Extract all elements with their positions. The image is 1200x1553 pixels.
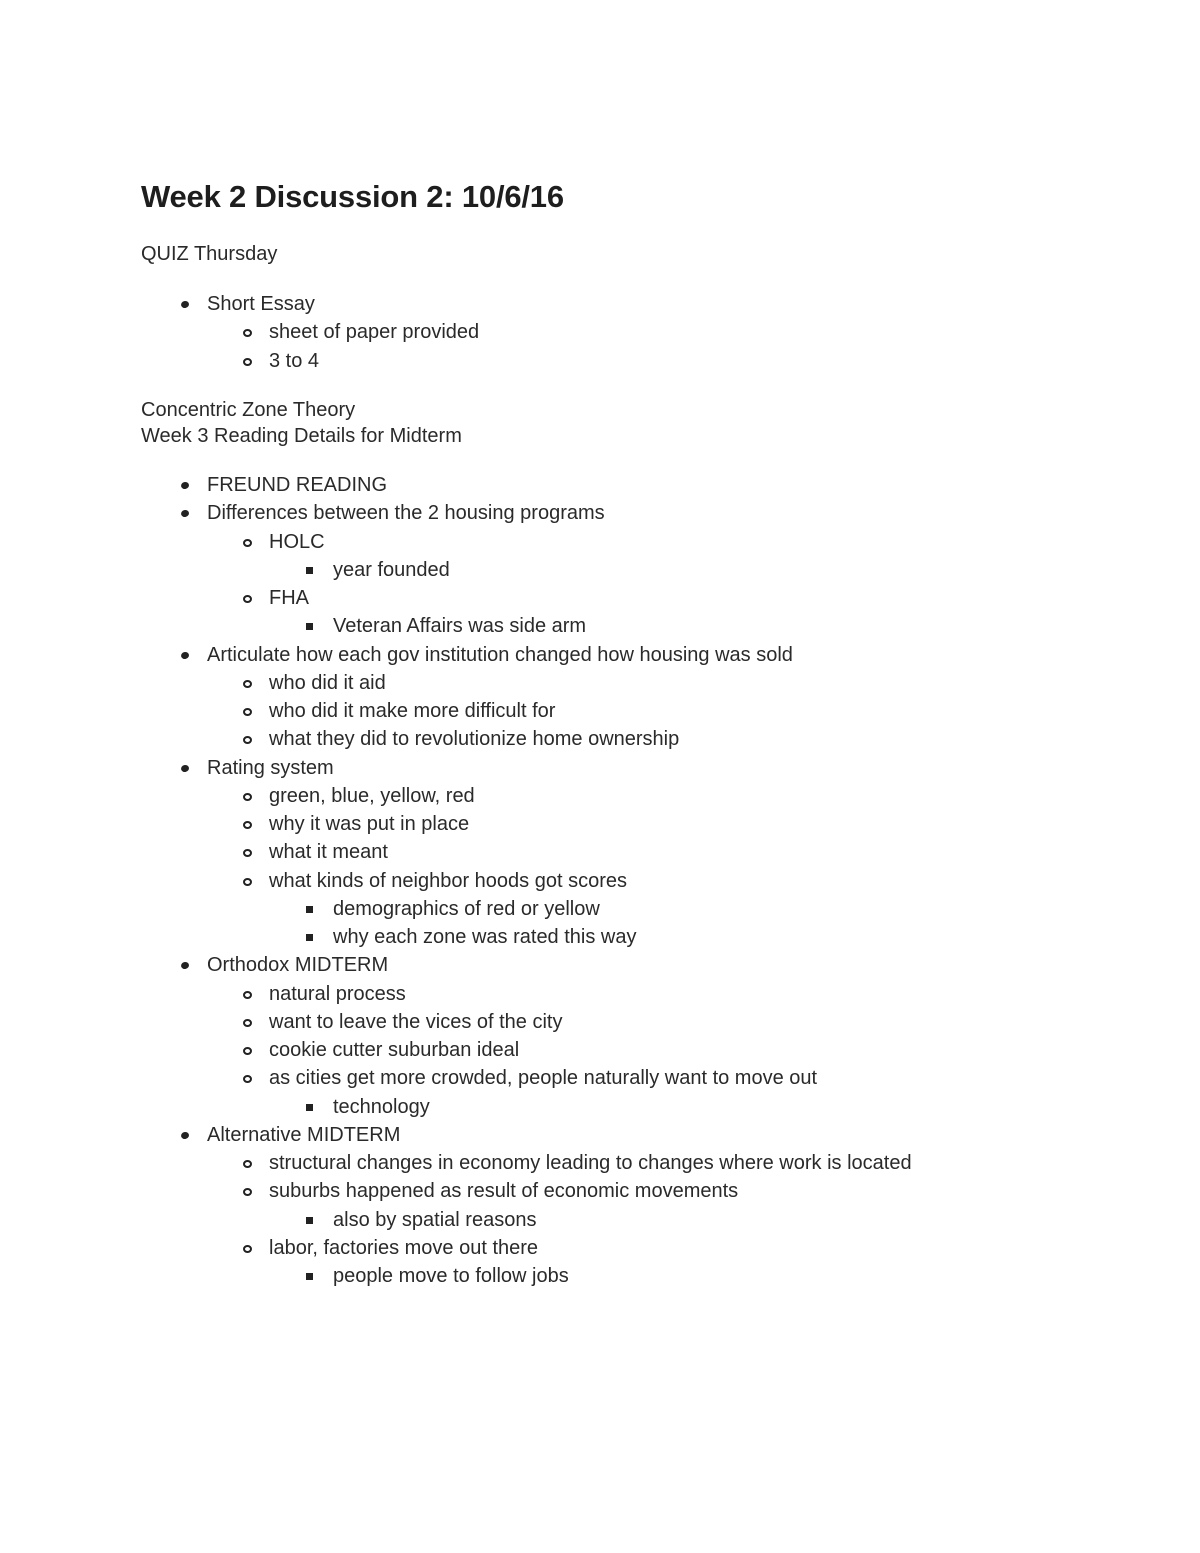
- list-item-text: natural process: [269, 982, 406, 1005]
- list-item-text: why each zone was rated this way: [333, 926, 637, 948]
- list-item-text: labor, factories move out there: [269, 1236, 539, 1259]
- hollow-circle-bullet-icon: [243, 793, 252, 801]
- list-item-text: HOLC: [269, 530, 325, 553]
- filled-circle-bullet-icon: [180, 481, 190, 490]
- list-item-text: Articulate how each gov institution changed how housing was sold: [207, 643, 793, 666]
- square-bullet-icon: [306, 906, 313, 913]
- square-bullet-icon: [306, 1217, 313, 1224]
- square-bullet-icon: [306, 934, 313, 941]
- hollow-circle-bullet-icon: [243, 1075, 252, 1083]
- hollow-circle-bullet-icon: [243, 991, 252, 999]
- list-item-text: technology: [333, 1095, 430, 1118]
- hollow-circle-bullet-icon: [243, 358, 252, 366]
- list-item-text: cookie cutter suburban ideal: [269, 1039, 520, 1061]
- filled-circle-bullet-icon: [180, 651, 190, 660]
- hollow-circle-bullet-icon: [243, 1188, 252, 1196]
- filled-circle-bullet-icon: [180, 961, 190, 970]
- list-item-text: as cities get more crowded, people naturally want to move out: [269, 1067, 818, 1090]
- list-item-text: FHA: [269, 587, 309, 609]
- hollow-circle-bullet-icon: [243, 821, 252, 829]
- hollow-circle-bullet-icon: [243, 680, 252, 688]
- list-item-text: why it was put in place: [269, 813, 470, 835]
- list-item-text: who did it make more difficult for: [269, 700, 556, 722]
- list-item-text: FREUND READING: [207, 474, 388, 496]
- list-item-text: 3 to 4: [269, 349, 320, 372]
- list-item-text: also by spatial reasons: [333, 1208, 537, 1231]
- hollow-circle-bullet-icon: [243, 736, 252, 744]
- list-item-text: what they did to revolutionize home ownership: [269, 728, 680, 751]
- hollow-circle-bullet-icon: [243, 1160, 252, 1168]
- list-item-text: Veteran Affairs was side arm: [333, 615, 587, 638]
- list-item-text: Rating system: [207, 756, 334, 779]
- list-item-text: who did it aid: [269, 671, 386, 694]
- square-bullet-icon: [306, 623, 313, 630]
- list-item-text: suburbs happened as result of economic movements: [269, 1180, 739, 1203]
- hollow-circle-bullet-icon: [243, 878, 252, 886]
- section-heading-reading-details: Week 3 Reading Details for Midterm: [141, 425, 462, 447]
- page-title: Week 2 Discussion 2: 10/6/16: [141, 179, 564, 214]
- hollow-circle-bullet-icon: [243, 595, 252, 603]
- list-item-text: sheet of paper provided: [269, 321, 480, 344]
- list-item-text: demographics of red or yellow: [333, 897, 600, 920]
- square-bullet-icon: [306, 1104, 313, 1111]
- filled-circle-bullet-icon: [180, 509, 190, 518]
- list-item-text: structural changes in economy leading to changes where work is located: [269, 1152, 912, 1174]
- list-item-text: Short Essay: [207, 293, 315, 315]
- hollow-circle-bullet-icon: [243, 539, 252, 547]
- list-item-text: green, blue, yellow, red: [269, 784, 475, 807]
- hollow-circle-bullet-icon: [243, 1047, 252, 1055]
- filled-circle-bullet-icon: [180, 300, 190, 309]
- hollow-circle-bullet-icon: [243, 329, 252, 337]
- filled-circle-bullet-icon: [180, 1131, 190, 1140]
- list-item-text: year founded: [333, 558, 450, 581]
- list-item-text: want to leave the vices of the city: [269, 1010, 563, 1033]
- list-item-text: people move to follow jobs: [333, 1265, 569, 1287]
- square-bullet-icon: [306, 1273, 313, 1280]
- hollow-circle-bullet-icon: [243, 1245, 252, 1253]
- filled-circle-bullet-icon: [180, 764, 190, 773]
- list-item-text: Orthodox MIDTERM: [207, 954, 389, 977]
- list-item-text: what kinds of neighbor hoods got scores: [269, 869, 627, 892]
- hollow-circle-bullet-icon: [243, 1019, 252, 1027]
- section-heading-concentric-zone: Concentric Zone Theory: [141, 399, 356, 421]
- list-item-text: Alternative MIDTERM: [207, 1123, 401, 1146]
- list-item-text: Differences between the 2 housing programs: [207, 502, 605, 525]
- hollow-circle-bullet-icon: [243, 708, 252, 716]
- list-item-text: what it meant: [269, 841, 388, 864]
- quiz-heading: QUIZ Thursday: [141, 243, 278, 265]
- hollow-circle-bullet-icon: [243, 849, 252, 857]
- square-bullet-icon: [306, 567, 313, 574]
